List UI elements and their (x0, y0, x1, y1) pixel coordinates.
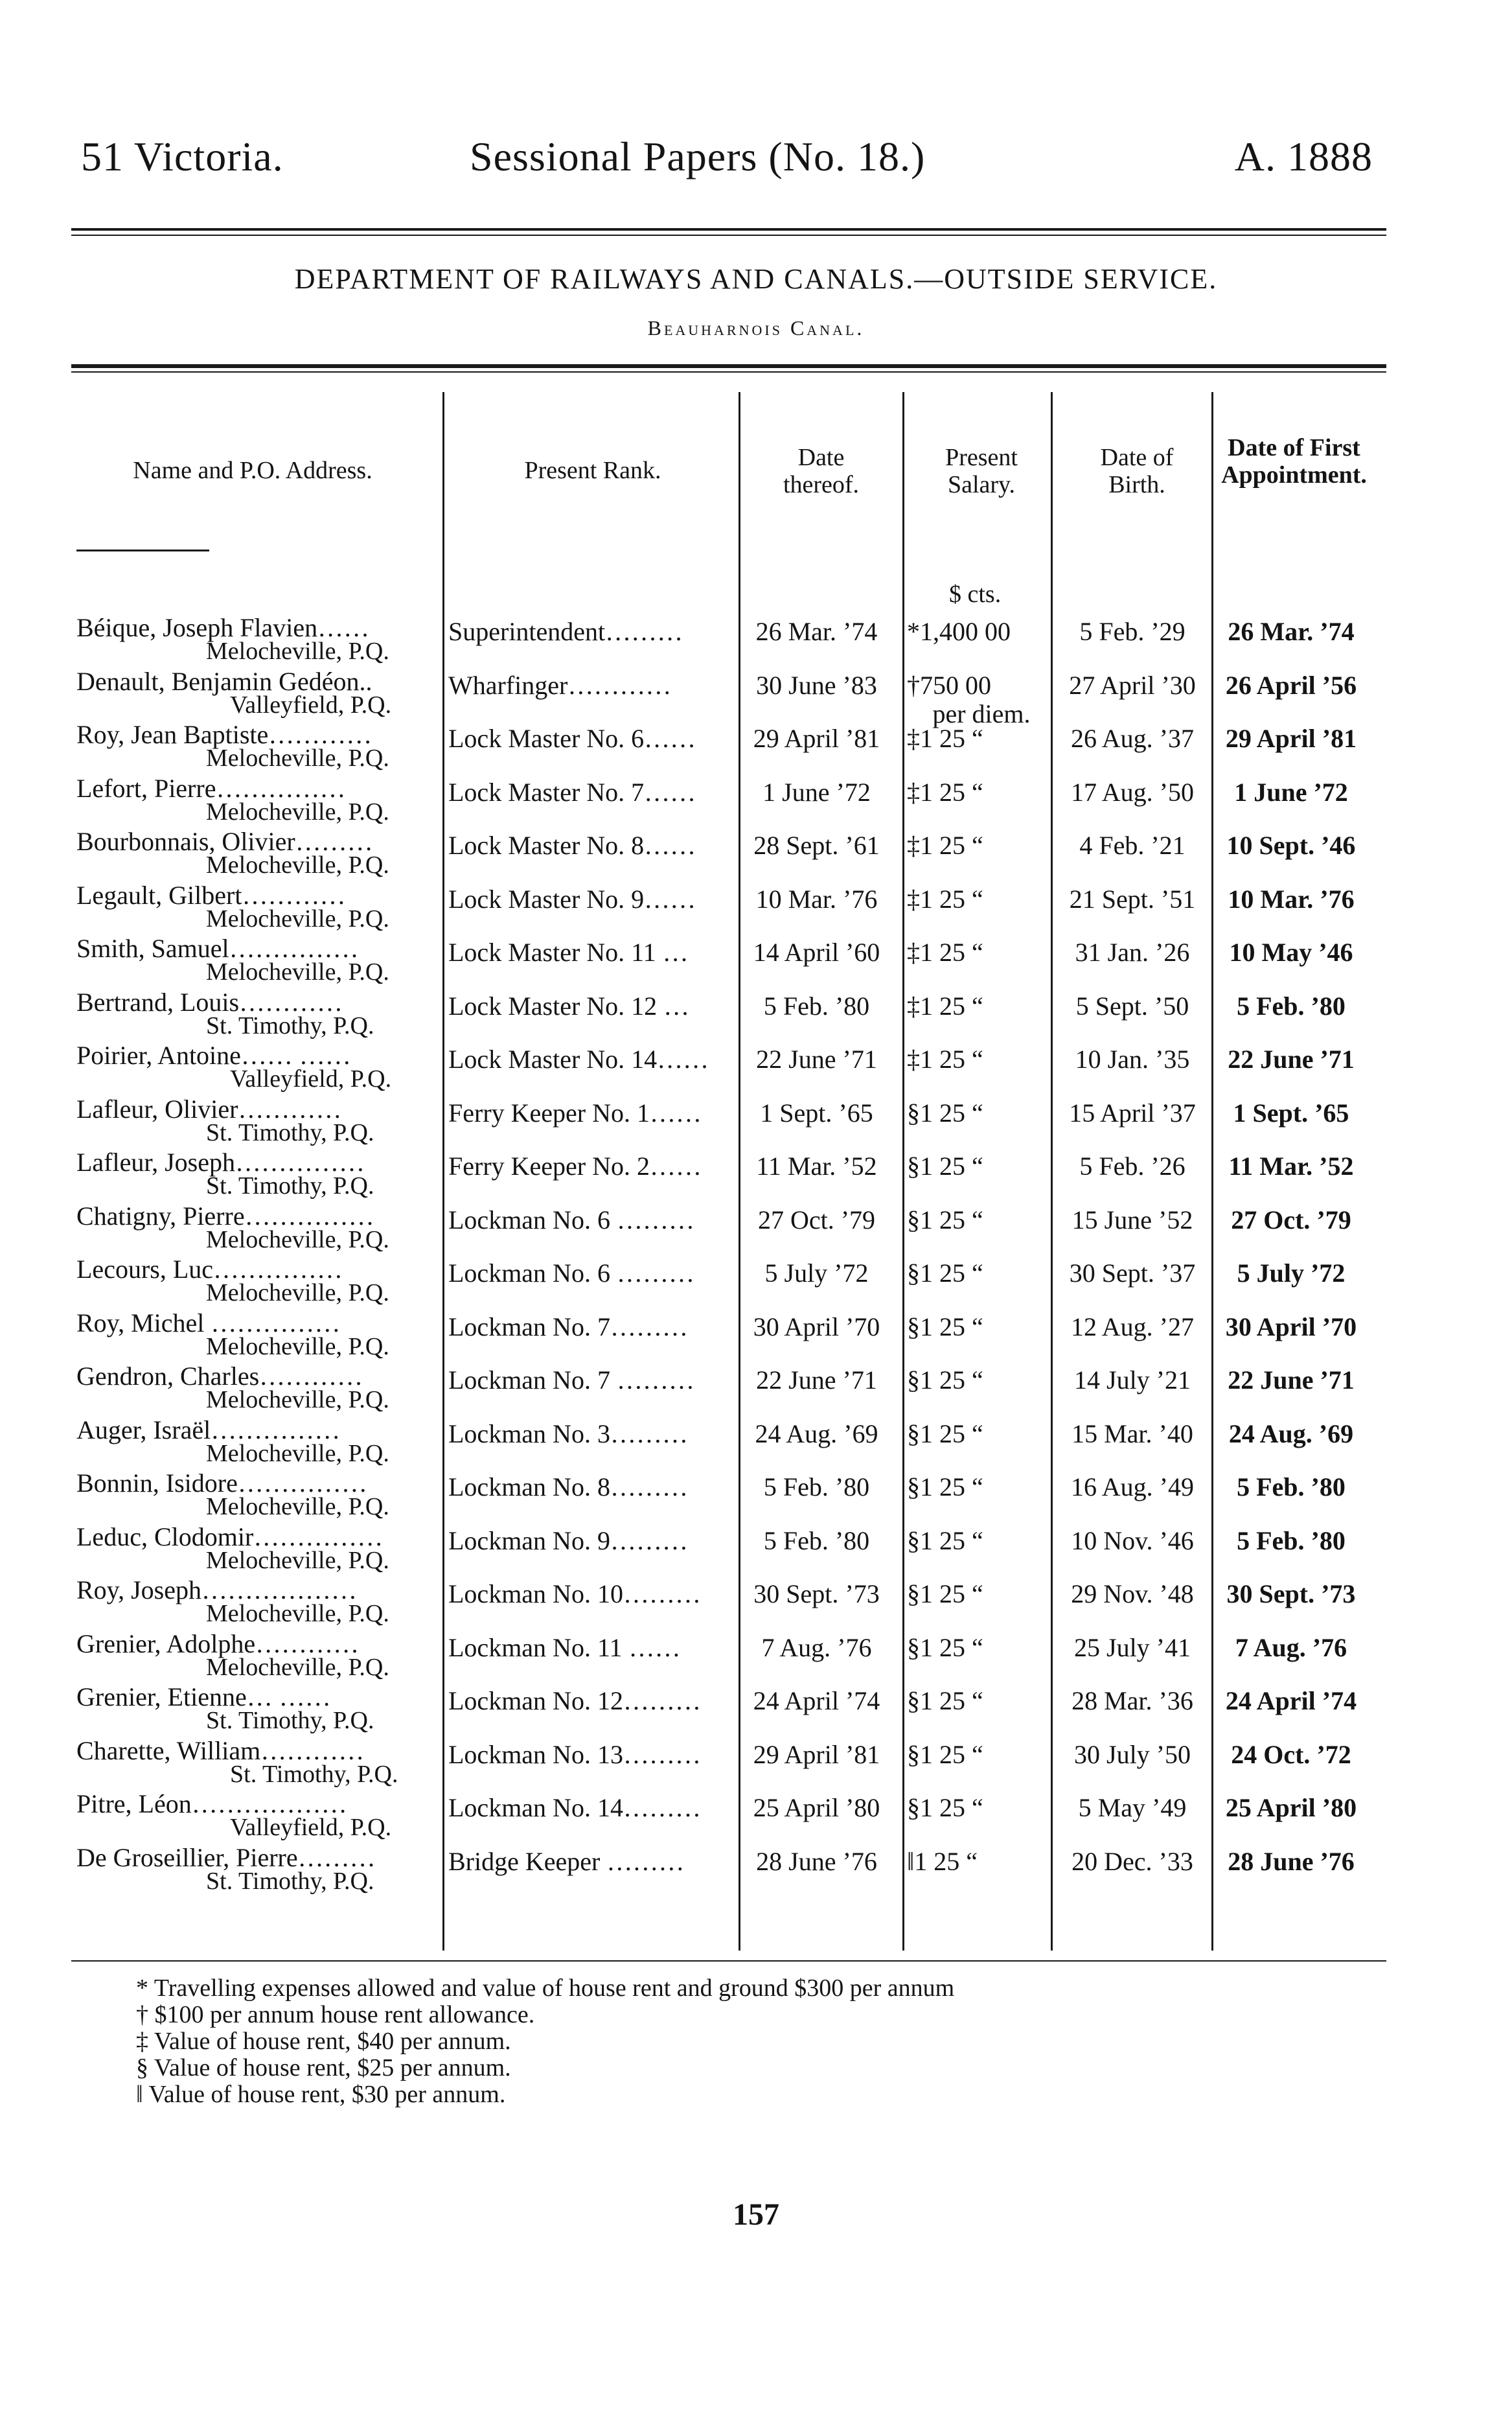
column-header-date: Date thereof. (783, 444, 860, 498)
rank-date: 24 April ’74 (753, 1686, 880, 1715)
rank-date: 22 June ’71 (756, 1045, 877, 1074)
present-rank: Lock Master No. 9…… (448, 884, 696, 914)
rank-date: 30 Sept. ’73 (753, 1579, 880, 1608)
birth-date: 27 April ’30 (1069, 670, 1196, 700)
present-rank: Lock Master No. 8…… (448, 831, 696, 860)
employee-name: Roy, Michel …………… (76, 1308, 341, 1338)
first-appointment-date: 26 April ’56 (1225, 670, 1357, 700)
employee-name: Roy, Joseph……………… (76, 1575, 357, 1604)
rank-date: 25 April ’80 (753, 1793, 880, 1822)
post-office-address: Melocheville, P.Q. (206, 1332, 389, 1360)
table-top-rule-thin (71, 371, 1386, 373)
first-appointment-date: 7 Aug. ’76 (1235, 1632, 1347, 1662)
rank-date: 5 Feb. ’80 (763, 1525, 870, 1555)
present-rank: Lockman No. 13……… (448, 1739, 701, 1769)
table-row (0, 1147, 1512, 1200)
present-rank: Lockman No. 10……… (448, 1579, 701, 1608)
rank-date: 1 Sept. ’65 (760, 1098, 873, 1128)
birth-date: 16 Aug. ’49 (1071, 1472, 1194, 1501)
table-row (0, 880, 1512, 933)
employee-name: Chatigny, Pierre…………… (76, 1201, 374, 1231)
header-title: Sessional Papers (No. 18.) (470, 133, 926, 180)
birth-date: 26 Aug. ’37 (1071, 724, 1194, 753)
header-rule-thin (71, 235, 1386, 236)
present-rank: Lockman No. 11 …… (448, 1632, 681, 1662)
first-appointment-date: 22 June ’71 (1228, 1365, 1355, 1395)
rank-date: 10 Mar. ’76 (755, 884, 878, 914)
table-row (0, 666, 1512, 728)
present-salary: §1 25 “ (907, 1312, 983, 1341)
employee-name: Denault, Benjamin Gedéon.. (76, 666, 372, 696)
footnotes (136, 1975, 954, 2108)
birth-date: 10 Jan. ’35 (1075, 1045, 1190, 1074)
column-header-birth: Date of Birth. (1100, 444, 1174, 498)
first-appointment-date: 10 May ’46 (1229, 938, 1353, 967)
present-rank: Lockman No. 14……… (448, 1793, 701, 1822)
column-header-first-appointment: Date of First Appointment. (1221, 434, 1367, 489)
employee-name: Leduc, Clodomir…………… (76, 1522, 384, 1551)
first-appointment-date: 24 Oct. ’72 (1231, 1739, 1351, 1769)
table-row (0, 1201, 1512, 1254)
employee-name: Bonnin, Isidore…………… (76, 1468, 367, 1498)
table-row (0, 933, 1512, 986)
first-appointment-date: 30 April ’70 (1225, 1312, 1357, 1341)
first-appointment-date: 11 Mar. ’52 (1228, 1152, 1354, 1181)
post-office-address: Valleyfield, P.Q. (230, 1814, 392, 1841)
post-office-address: Melocheville, P.Q. (206, 1439, 389, 1467)
birth-date: 12 Aug. ’27 (1071, 1312, 1194, 1341)
birth-date: 17 Aug. ’50 (1071, 777, 1194, 807)
column-header-salary: Present Salary. (945, 444, 1018, 498)
footnote: ‖ Value of house rent, $30 per annum. (136, 2081, 506, 2108)
present-salary: §1 25 “ (907, 1098, 983, 1128)
birth-date: 30 Sept. ’37 (1069, 1258, 1196, 1288)
employee-name: Gendron, Charles………… (76, 1361, 363, 1391)
present-rank: Lockman No. 7……… (448, 1312, 688, 1341)
employee-name: Smith, Samuel…………… (76, 934, 359, 963)
rank-date: 30 June ’83 (756, 670, 877, 700)
header-year: A. 1888 (1234, 133, 1373, 180)
birth-date: 5 Feb. ’29 (1079, 617, 1186, 646)
birth-date: 10 Nov. ’46 (1071, 1525, 1194, 1555)
column-header-name: Name and P.O. Address. (133, 457, 372, 484)
birth-date: 28 Mar. ’36 (1071, 1686, 1193, 1715)
employee-name: Roy, Jean Baptiste………… (76, 720, 372, 749)
first-appointment-date: 29 April ’81 (1225, 724, 1357, 753)
first-appointment-date: 27 Oct. ’79 (1231, 1205, 1351, 1234)
post-office-address: St. Timothy, P.Q. (230, 1760, 398, 1788)
present-salary: §1 25 “ (907, 1419, 983, 1448)
table-row (0, 612, 1512, 666)
table-row (0, 987, 1512, 1040)
present-salary: §1 25 “ (907, 1152, 983, 1181)
present-salary: §1 25 “ (907, 1525, 983, 1555)
first-appointment-date: 5 Feb. ’80 (1237, 991, 1346, 1021)
birth-date: 15 Mar. ’40 (1071, 1419, 1193, 1448)
footnote: § Value of house rent, $25 per annum. (136, 2054, 511, 2081)
present-rank: Lockman No. 9……… (448, 1525, 688, 1555)
present-salary: ‡1 25 “ (907, 938, 983, 967)
employee-name: Legault, Gilbert………… (76, 880, 346, 910)
present-salary: †750 00 (907, 670, 991, 700)
rank-date: 14 April ’60 (753, 938, 880, 967)
employee-name: Grenier, Adolphe………… (76, 1628, 360, 1658)
present-rank: Lockman No. 7 ……… (448, 1365, 694, 1395)
employee-name: Pitre, Léon……………… (76, 1789, 347, 1818)
post-office-address: Valleyfield, P.Q. (230, 691, 392, 719)
employee-name: Lafleur, Joseph…………… (76, 1148, 365, 1177)
present-salary: §1 25 “ (907, 1686, 983, 1715)
rank-date: 22 June ’71 (756, 1365, 877, 1395)
rank-date: 29 April ’81 (753, 724, 880, 753)
header-volume: 51 Victoria. (81, 133, 284, 180)
rank-date: 27 Oct. ’79 (757, 1205, 876, 1234)
first-appointment-date: 5 Feb. ’80 (1237, 1525, 1346, 1555)
birth-date: 29 Nov. ’48 (1071, 1579, 1194, 1608)
birth-date: 15 April ’37 (1069, 1098, 1196, 1128)
birth-date: 20 Dec. ’33 (1071, 1846, 1193, 1876)
post-office-address: St. Timothy, P.Q. (206, 1172, 374, 1199)
table-row (0, 1735, 1512, 1789)
present-salary: §1 25 “ (907, 1793, 983, 1822)
present-salary: ‡1 25 “ (907, 884, 983, 914)
header-rule (71, 228, 1386, 231)
canal-title: Beauharnois Canal. (647, 316, 865, 340)
post-office-address: Melocheville, P.Q. (206, 745, 389, 772)
footnote: * Travelling expenses allowed and value of house rent and ground $300 per annum (136, 1975, 955, 2002)
post-office-address: Melocheville, P.Q. (206, 1225, 389, 1253)
post-office-address: St. Timothy, P.Q. (206, 1012, 374, 1039)
table-row (0, 1842, 1512, 1895)
header-underline (76, 550, 209, 551)
rank-date: 24 Aug. ’69 (755, 1419, 878, 1448)
present-salary: §1 25 “ (907, 1472, 983, 1501)
present-rank: Lockman No. 12……… (448, 1686, 701, 1715)
first-appointment-date: 5 Feb. ’80 (1237, 1472, 1346, 1501)
present-rank: Lockman No. 8……… (448, 1472, 688, 1501)
first-appointment-date: 1 June ’72 (1234, 777, 1348, 807)
birth-date: 5 Sept. ’50 (1075, 991, 1189, 1021)
first-appointment-date: 10 Mar. ’76 (1228, 884, 1355, 914)
present-rank: Ferry Keeper No. 1…… (448, 1098, 702, 1128)
post-office-address: Melocheville, P.Q. (206, 638, 389, 665)
rank-date: 26 Mar. ’74 (755, 617, 878, 646)
employee-name: Lefort, Pierre…………… (76, 773, 346, 803)
table-bottom-rule (71, 1960, 1386, 1962)
rank-date: 28 Sept. ’61 (753, 831, 880, 860)
table-row (0, 1361, 1512, 1414)
post-office-address: Melocheville, P.Q. (206, 1600, 389, 1627)
post-office-address: Melocheville, P.Q. (206, 1386, 389, 1413)
employee-name: Bertrand, Louis………… (76, 987, 343, 1017)
first-appointment-date: 1 Sept. ’65 (1233, 1098, 1349, 1128)
post-office-address: Melocheville, P.Q. (206, 851, 389, 879)
post-office-address: Melocheville, P.Q. (206, 1493, 389, 1520)
employee-name: Bourbonnais, Olivier……… (76, 827, 373, 856)
table-row (0, 1415, 1512, 1468)
post-office-address: Melocheville, P.Q. (206, 1546, 389, 1574)
post-office-address: St. Timothy, P.Q. (206, 1707, 374, 1734)
table-row (0, 1628, 1512, 1682)
first-appointment-date: 28 June ’76 (1228, 1846, 1355, 1876)
employee-name: Béique, Joseph Flavien…… (76, 613, 370, 642)
present-salary: §1 25 “ (907, 1632, 983, 1662)
present-rank: Bridge Keeper ……… (448, 1846, 685, 1876)
present-rank: Superintendent……… (448, 617, 683, 646)
present-salary: ‡1 25 “ (907, 724, 983, 753)
birth-date: 31 Jan. ’26 (1075, 938, 1190, 967)
table-row (0, 1094, 1512, 1147)
rank-date: 30 April ’70 (753, 1312, 880, 1341)
rank-date: 5 Feb. ’80 (763, 1472, 870, 1501)
present-salary: ‡1 25 “ (907, 991, 983, 1021)
present-salary: §1 25 “ (907, 1739, 983, 1769)
birth-date: 5 Feb. ’26 (1079, 1152, 1186, 1181)
post-office-address: Melocheville, P.Q. (206, 798, 389, 826)
employee-name: Auger, Israël…………… (76, 1415, 341, 1444)
present-rank: Ferry Keeper No. 2…… (448, 1152, 702, 1181)
post-office-address: St. Timothy, P.Q. (206, 1118, 374, 1146)
department-title: DEPARTMENT OF RAILWAYS AND CANALS.—OUTSIDE SERVICE. (294, 263, 1218, 295)
table-row (0, 1040, 1512, 1093)
salary-note: per diem. (932, 699, 1031, 728)
first-appointment-date: 10 Sept. ’46 (1226, 831, 1356, 860)
table-row (0, 1522, 1512, 1575)
present-rank: Wharfinger………… (448, 670, 672, 700)
birth-date: 5 May ’49 (1078, 1793, 1187, 1822)
rank-date: 1 June ’72 (762, 777, 871, 807)
birth-date: 4 Feb. ’21 (1079, 831, 1186, 860)
table-row (0, 1682, 1512, 1735)
post-office-address: Melocheville, P.Q. (206, 1279, 389, 1306)
first-appointment-date: 24 Aug. ’69 (1228, 1419, 1354, 1448)
employee-name: Grenier, Etienne… …… (76, 1682, 331, 1711)
present-rank: Lock Master No. 6…… (448, 724, 696, 753)
present-salary: ‡1 25 “ (907, 831, 983, 860)
present-salary: ‖1 25 “ (907, 1846, 978, 1876)
first-appointment-date: 26 Mar. ’74 (1228, 617, 1355, 646)
rank-date: 5 July ’72 (764, 1258, 869, 1288)
footnote: † $100 per annum house rent allowance. (136, 2001, 535, 2028)
present-salary: ‡1 25 “ (907, 1045, 983, 1074)
rank-date: 7 Aug. ’76 (761, 1632, 872, 1662)
column-header-rank: Present Rank. (524, 457, 661, 484)
table-row (0, 773, 1512, 826)
present-rank: Lock Master No. 7…… (448, 777, 696, 807)
table-row (0, 1308, 1512, 1361)
present-salary: *1,400 00 (907, 617, 1011, 646)
post-office-address: Valleyfield, P.Q. (230, 1065, 392, 1093)
first-appointment-date: 5 July ’72 (1237, 1258, 1346, 1288)
table-row (0, 719, 1512, 772)
page-number: 157 (733, 2197, 779, 2232)
post-office-address: St. Timothy, P.Q. (206, 1867, 374, 1895)
first-appointment-date: 30 Sept. ’73 (1226, 1579, 1356, 1608)
rank-date: 28 June ’76 (756, 1846, 877, 1876)
table-row (0, 1575, 1512, 1628)
employee-name: Poirier, Antoine…… …… (76, 1041, 351, 1070)
table-row (0, 1468, 1512, 1521)
birth-date: 14 July ’21 (1074, 1365, 1191, 1395)
first-appointment-date: 25 April ’80 (1225, 1793, 1357, 1822)
salary-units: $ cts. (949, 581, 1002, 608)
present-rank: Lock Master No. 11 … (448, 938, 689, 967)
table-top-rule (71, 364, 1386, 368)
birth-date: 21 Sept. ’51 (1069, 884, 1196, 914)
table-row (0, 1789, 1512, 1842)
first-appointment-date: 22 June ’71 (1228, 1045, 1355, 1074)
post-office-address: Melocheville, P.Q. (206, 1653, 389, 1681)
table-row (0, 826, 1512, 879)
rank-date: 5 Feb. ’80 (763, 991, 870, 1021)
footnote: ‡ Value of house rent, $40 per annum. (136, 2028, 511, 2055)
employee-name: De Groseillier, Pierre……… (76, 1842, 376, 1872)
birth-date: 25 July ’41 (1074, 1632, 1191, 1662)
post-office-address: Melocheville, P.Q. (206, 905, 389, 932)
present-rank: Lock Master No. 12 … (448, 991, 690, 1021)
post-office-address: Melocheville, P.Q. (206, 958, 389, 986)
present-salary: §1 25 “ (907, 1205, 983, 1234)
present-salary: §1 25 “ (907, 1579, 983, 1608)
table-row (0, 1254, 1512, 1307)
first-appointment-date: 24 April ’74 (1225, 1686, 1357, 1715)
birth-date: 30 July ’50 (1074, 1739, 1191, 1769)
present-rank: Lock Master No. 14…… (448, 1045, 709, 1074)
present-salary: §1 25 “ (907, 1365, 983, 1395)
employee-name: Lecours, Luc…………… (76, 1255, 343, 1284)
rank-date: 29 April ’81 (753, 1739, 880, 1769)
present-salary: §1 25 “ (907, 1258, 983, 1288)
present-rank: Lockman No. 3……… (448, 1419, 688, 1448)
present-rank: Lockman No. 6 ……… (448, 1258, 694, 1288)
present-rank: Lockman No. 6 ……… (448, 1205, 694, 1234)
employee-name: Charette, William………… (76, 1735, 365, 1765)
employee-name: Lafleur, Olivier………… (76, 1094, 342, 1124)
rank-date: 11 Mar. ’52 (756, 1152, 877, 1181)
present-salary: ‡1 25 “ (907, 777, 983, 807)
birth-date: 15 June ’52 (1071, 1205, 1193, 1234)
